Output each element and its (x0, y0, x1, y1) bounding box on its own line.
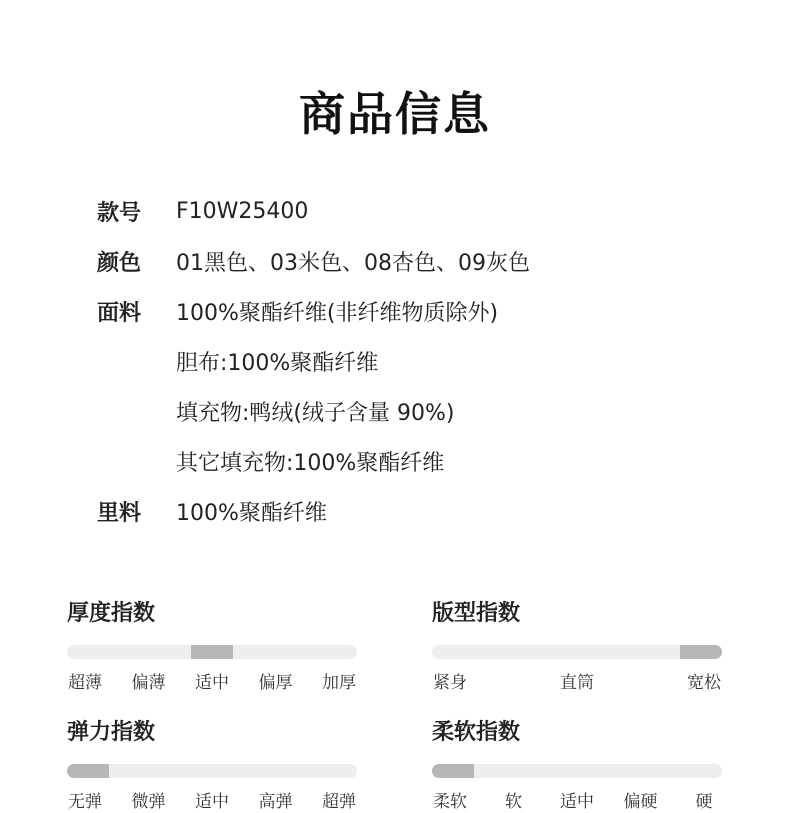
info-row-other-filling (97, 436, 530, 486)
page-title: 商品信息 (299, 87, 491, 141)
index-title: 弹力指数 (67, 720, 156, 745)
index-tick-label: 超弹 (322, 792, 356, 812)
index-ticks (67, 787, 357, 813)
info-row-lining-cloth (97, 336, 530, 386)
index-tick-label: 偏厚 (258, 673, 293, 693)
info-value: 填充物:鸭绒(绒子含量 90%) (176, 400, 455, 426)
index-title: 柔软指数 (432, 720, 521, 745)
index-title: 版型指数 (432, 601, 521, 626)
info-row-style-number (97, 186, 530, 236)
info-value: F10W25400 (176, 198, 309, 224)
index-tick-label: 适中 (560, 792, 594, 812)
index-tick-label: 软 (505, 792, 522, 812)
info-value: 100%聚酯纤维 (176, 500, 327, 526)
index-track (432, 645, 722, 659)
fit-index (432, 596, 722, 694)
info-row-fabric (97, 286, 530, 336)
info-label: 颜色 (97, 250, 142, 276)
index-track (432, 764, 722, 778)
info-row-lining (97, 486, 530, 536)
index-tick-label: 加厚 (322, 673, 356, 693)
index-tick-label: 硬 (695, 792, 713, 812)
info-label: 面料 (97, 300, 142, 326)
index-ticks (432, 787, 722, 813)
index-tick-label: 直筒 (560, 673, 594, 693)
info-row-color (97, 236, 530, 286)
info-label: 里料 (97, 500, 142, 526)
index-tick-label: 紧身 (433, 673, 467, 693)
index-tick-label: 超薄 (68, 673, 102, 693)
index-tick-label: 微弹 (131, 792, 166, 812)
product-info-list (97, 186, 530, 536)
index-tick-label: 柔软 (433, 792, 467, 812)
index-track (67, 645, 357, 659)
info-value: 100%聚酯纤维(非纤维物质除外) (176, 300, 499, 326)
info-label: 款号 (97, 200, 142, 226)
elasticity-index (67, 715, 357, 813)
index-ticks (432, 668, 722, 694)
index-tick-label: 无弹 (68, 792, 102, 812)
index-fill (191, 645, 233, 659)
index-ticks (67, 668, 357, 694)
info-value: 01黑色、03米色、08杏色、09灰色 (176, 250, 530, 276)
info-row-filling (97, 386, 530, 436)
index-title: 厚度指数 (67, 601, 156, 626)
index-fill (680, 645, 722, 659)
index-tick-label: 高弹 (258, 792, 293, 812)
index-tick-label: 宽松 (687, 673, 721, 693)
info-value: 其它填充物:100%聚酯纤维 (176, 450, 445, 476)
thickness-index (67, 596, 357, 694)
index-fill (432, 764, 474, 778)
index-tick-label: 偏薄 (131, 673, 166, 693)
index-tick-label: 偏硬 (623, 792, 658, 812)
info-value: 胆布:100%聚酯纤维 (176, 350, 379, 376)
softness-index (432, 715, 722, 813)
index-fill (67, 764, 109, 778)
index-track (67, 764, 357, 778)
index-tick-label: 适中 (195, 673, 229, 693)
index-tick-label: 适中 (195, 792, 229, 812)
